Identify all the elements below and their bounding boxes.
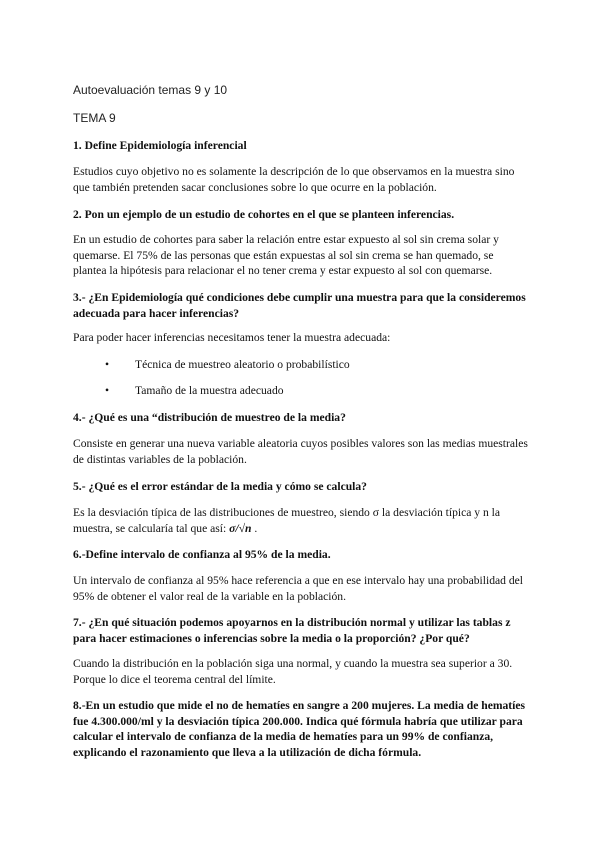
question-6: 6.-Define intervalo de confianza al 95% de la media. <box>73 548 331 561</box>
answer-7: Cuando la distribución en la población siga una normal, y cuando la muestra sea superior a 30. Porque lo dice el teorema central del límite. <box>73 657 513 686</box>
list-item <box>105 357 525 373</box>
question-1: 1. Define Epidemiología inferencial <box>73 139 247 152</box>
answer-2: En un estudio de cohortes para saber la relación entre estar expuesto al sol sin crema solar y quemarse. El 75% de las personas que están expuestas al sol sin crema se han quemado, se plantea la hipótesis para relacionar el no tener crema y estar expuesto al sol con quemarse. <box>73 233 499 277</box>
question-2: 2. Pon un ejemplo de un estudio de cohortes en el que se planteen inferencias. <box>73 208 455 221</box>
answer-5-end: . <box>251 521 258 535</box>
section-heading: TEMA 9 <box>73 111 116 125</box>
question-7: 7.- ¿En qué situación podemos apoyarnos en la distribución normal y utilizar las tablas z para hacer estimaciones o inferencias sobre la media o la proporción? ¿Por qué? <box>73 616 511 645</box>
answer-5 <box>73 505 528 536</box>
list-item-text: Técnica de muestreo aleatorio o probabilístico <box>135 358 350 371</box>
answer-6: Un intervalo de confianza al 95% hace referencia a que en ese intervalo hay una probabilidad del 95% de obtener el valor real de la variable en la población. <box>73 574 524 603</box>
question-3: 3.- ¿En Epidemiología qué condiciones debe cumplir una muestra para que la consideremos adecuada para hacer inferencias? <box>73 291 526 320</box>
answer-4: Consiste en generar una nueva variable aleatoria cuyos posibles valores son las medias muestrales de distintas variables de la población. <box>73 437 528 466</box>
answer-1: Estudios cuyo objetivo no es solamente la descripción de lo que observamos en la muestra sino que también pretenden sacar conclusiones sobre lo que ocurre en la población. <box>73 165 515 194</box>
bullet-icon: • <box>105 358 110 371</box>
standard-error-formula: σ/√n <box>229 521 252 535</box>
answer-5-text: Es la desviación típica de las distribuciones de muestreo, siendo σ la desviación típica y n la muestra, se calcularía tal que así: <box>73 506 501 535</box>
question-8: 8.-En un estudio que mide el no de hematíes en sangre a 200 mujeres. La media de hematíes fue 4.300.000/ml y la desviación típica 200.000. Indica qué fórmula habría que utilizar para calcular el intervalo de confianza de la media de hematíes para un 99% de confianza, explicando el razonamiento que lleva a la utilización de dicha fórmula. <box>73 699 526 759</box>
list-item-text: Tamaño de la muestra adecuado <box>135 384 284 397</box>
question-5: 5.- ¿Qué es el error estándar de la media y cómo se calcula? <box>73 480 367 493</box>
bullet-icon: • <box>105 384 110 397</box>
document-title: Autoevaluación temas 9 y 10 <box>73 83 228 97</box>
list-item <box>105 383 525 399</box>
question-4: 4.- ¿Qué es una “distribución de muestreo de la media? <box>73 411 346 424</box>
answer-3: Para poder hacer inferencias necesitamos tener la muestra adecuada: <box>73 331 391 344</box>
